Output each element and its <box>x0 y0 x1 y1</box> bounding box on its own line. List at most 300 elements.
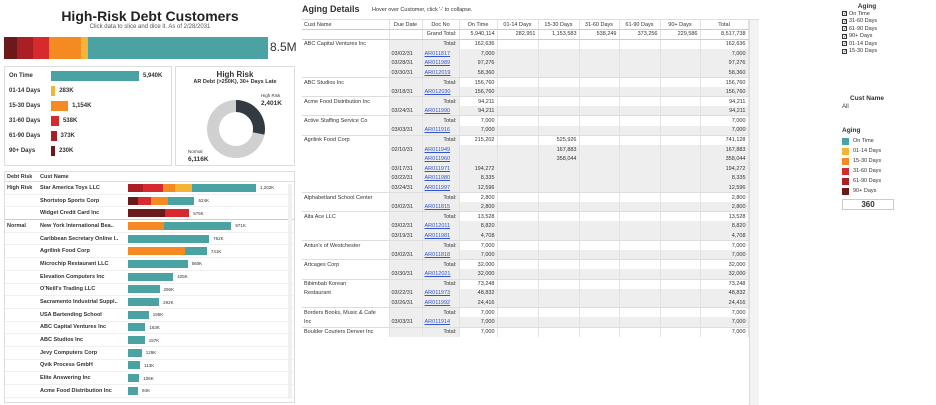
customer-name[interactable]: Acme Food Distribution Inc <box>40 387 112 394</box>
aging-row[interactable] <box>5 113 171 128</box>
customer-name[interactable]: O'Neill's Trading LLC <box>40 286 96 293</box>
doc-cell[interactable] <box>422 183 459 193</box>
amount-cell <box>497 97 538 107</box>
legend-swatch <box>842 148 849 155</box>
doc-cell[interactable] <box>422 298 459 308</box>
column-header: Due Date <box>389 20 422 30</box>
due-date-cell: 03/22/31 <box>389 289 422 299</box>
customer-bar-segment[interactable] <box>128 184 143 192</box>
grand-total-row[interactable] <box>302 30 748 40</box>
cust-filter-value[interactable]: All <box>842 104 849 110</box>
customer-bar-segment[interactable] <box>128 260 188 268</box>
customer-bar-value: 762K <box>213 236 224 242</box>
customer-row[interactable] <box>5 271 294 284</box>
aging-filter-option[interactable] <box>842 25 932 33</box>
doc-cell[interactable] <box>422 58 459 68</box>
amount-cell: 215,202 <box>459 135 497 145</box>
filter-option-label: 01-14 Days <box>849 40 878 47</box>
aging-filter-option[interactable] <box>842 18 932 26</box>
invoice-row[interactable] <box>302 68 748 78</box>
amount-cell: 7,000 <box>459 241 497 251</box>
customer-bar[interactable] <box>128 260 188 268</box>
customer-bar[interactable] <box>128 336 145 344</box>
customer-total-row[interactable] <box>302 39 748 49</box>
stack-seg-on-time[interactable] <box>88 37 268 59</box>
invoice-row[interactable] <box>302 174 748 184</box>
customer-bar-segment[interactable] <box>128 361 140 369</box>
customer-row[interactable] <box>5 372 294 385</box>
amount-cell <box>579 298 619 308</box>
amount-cell: 94,211 <box>459 106 497 116</box>
customer-bar[interactable] <box>128 273 173 281</box>
customer-bar-segment[interactable] <box>128 209 165 217</box>
subtotal-label: Total: <box>422 78 459 88</box>
doc-cell[interactable] <box>422 221 459 231</box>
customer-cell: Bibimbab Korean <box>302 279 389 289</box>
doc-link[interactable]: AR011992 <box>424 299 451 306</box>
invoice-row[interactable] <box>302 183 748 193</box>
column-header: Doc No <box>422 20 459 30</box>
checkbox-icon[interactable]: ✓ <box>843 26 848 33</box>
doc-cell[interactable] <box>422 68 459 78</box>
aging-bar[interactable] <box>51 146 55 156</box>
amount-cell: 8,820 <box>700 221 748 231</box>
customer-bar[interactable] <box>128 311 149 319</box>
amount-cell <box>497 231 538 241</box>
amount-cell: 32,000 <box>700 260 748 270</box>
customer-total-row[interactable] <box>302 78 748 88</box>
amount-cell <box>538 116 579 126</box>
customer-total-row[interactable] <box>302 212 748 222</box>
doc-link[interactable]: AR011818 <box>424 251 451 258</box>
amount-cell <box>579 68 619 78</box>
invoice-row[interactable] <box>302 269 748 279</box>
amount-cell <box>579 241 619 251</box>
customer-row[interactable] <box>5 245 294 258</box>
doc-cell[interactable] <box>422 49 459 59</box>
customer-bar-segment[interactable] <box>168 197 195 205</box>
doc-link[interactable]: AR011989 <box>424 60 451 67</box>
amount-cell: 7,000 <box>700 317 748 327</box>
customer-total-row[interactable] <box>302 135 748 145</box>
doc-cell[interactable] <box>422 231 459 241</box>
invoice-row[interactable] <box>302 298 748 308</box>
due-date-cell: 03/28/31 <box>389 58 422 68</box>
aging-filter-option[interactable] <box>842 10 932 18</box>
customer-row[interactable] <box>5 385 294 398</box>
customer-bar-segment[interactable] <box>128 374 139 382</box>
amount-cell: 7,000 <box>459 49 497 59</box>
stack-seg-31-60[interactable] <box>33 37 49 59</box>
customer-name[interactable]: New York International Bea.. <box>40 222 114 229</box>
amount-cell <box>579 106 619 116</box>
customer-bar[interactable] <box>128 197 194 205</box>
customer-bar[interactable] <box>128 184 256 192</box>
doc-link[interactable]: AR011916 <box>424 127 451 134</box>
customer-name[interactable]: Elite Answering Inc <box>40 375 91 382</box>
invoice-row[interactable] <box>302 49 748 59</box>
amount-cell: 7,000 <box>459 116 497 126</box>
legend-item[interactable] <box>842 156 932 166</box>
customer-row[interactable] <box>5 322 294 335</box>
doc-cell[interactable] <box>422 87 459 97</box>
amount-cell <box>619 327 660 337</box>
customer-bar[interactable] <box>128 298 159 306</box>
customer-total-row[interactable] <box>302 193 748 203</box>
doc-link[interactable]: AR011997 <box>424 184 451 191</box>
invoice-row[interactable] <box>302 58 748 68</box>
column-header: 61-90 Days <box>619 20 660 30</box>
customer-name[interactable]: Agrilink Food Corp <box>40 248 90 255</box>
customer-row[interactable] <box>5 309 294 322</box>
stack-seg-01-14[interactable] <box>81 37 89 59</box>
legend-label: 31-60 Days <box>853 168 882 174</box>
filter-option-label: 15-30 Days <box>849 48 878 55</box>
doc-cell[interactable] <box>422 317 459 327</box>
customer-cell: Agrilink Food Corp <box>302 135 389 145</box>
amount-cell <box>538 241 579 251</box>
subtotal-label: Total: <box>422 279 459 289</box>
customer-bar-segment[interactable] <box>165 209 189 217</box>
invoice-row[interactable] <box>302 250 748 260</box>
customer-cell: Borders Books, Music & Cafe <box>302 308 389 318</box>
customer-row[interactable] <box>5 296 294 309</box>
total-aging-stacked-bar[interactable] <box>4 37 268 59</box>
customer-cell: ABC Studios Inc <box>302 78 389 88</box>
doc-cell[interactable] <box>422 145 459 155</box>
customer-bar-value: 1,202K <box>260 185 275 191</box>
amount-cell <box>497 154 538 164</box>
legend-item[interactable] <box>842 176 932 186</box>
customer-bar[interactable] <box>128 323 145 331</box>
amount-cell <box>497 308 538 318</box>
customer-row[interactable] <box>5 182 294 195</box>
doc-link[interactable]: AR011990 <box>424 107 451 114</box>
amount-cell: 13,528 <box>700 212 748 222</box>
amount-cell: 94,211 <box>700 97 748 107</box>
customer-bar-segment[interactable] <box>128 298 159 306</box>
customer-name[interactable]: Widget Credit Card Inc <box>40 210 100 217</box>
customer-total-row[interactable] <box>302 116 748 126</box>
customer-bar-segment[interactable] <box>128 235 209 243</box>
due-date-cell <box>389 154 422 164</box>
due-date-cell <box>389 212 422 222</box>
due-date-cell: 02/10/31 <box>389 145 422 155</box>
aging-bar[interactable] <box>51 131 57 141</box>
amount-cell <box>579 145 619 155</box>
customer-bar[interactable] <box>128 285 160 293</box>
aging-bar[interactable] <box>51 86 55 96</box>
aging-row-label: 15-30 Days <box>9 102 41 109</box>
customer-bar-segment[interactable] <box>192 184 256 192</box>
doc-cell[interactable] <box>422 106 459 116</box>
amount-cell <box>660 289 700 299</box>
aging-row[interactable] <box>5 68 171 83</box>
amount-cell: 97,276 <box>700 58 748 68</box>
customer-bar[interactable] <box>128 235 209 243</box>
high-risk-title: High Risk <box>216 70 254 79</box>
customer-row[interactable] <box>5 220 294 233</box>
invoice-row[interactable] <box>302 202 748 212</box>
customer-row[interactable] <box>5 347 294 360</box>
customer-row[interactable] <box>5 334 294 347</box>
checkbox-icon[interactable]: ✓ <box>843 41 848 48</box>
customer-bar[interactable] <box>128 247 207 255</box>
invoice-row[interactable] <box>302 145 748 155</box>
legend-label: On Time <box>853 138 874 144</box>
due-date-cell <box>389 116 422 126</box>
doc-cell[interactable] <box>422 154 459 164</box>
invoice-row[interactable] <box>302 106 748 116</box>
aging-bar[interactable] <box>51 71 139 81</box>
amount-cell: 741,128 <box>700 135 748 145</box>
legend-item[interactable] <box>842 146 932 156</box>
customer-bar-segment[interactable] <box>128 349 142 357</box>
stack-seg-90plus[interactable] <box>4 37 17 59</box>
amount-cell <box>619 68 660 78</box>
customer-name[interactable]: Caribbean Secretary Online I.. <box>40 235 119 242</box>
amount-cell <box>538 174 579 184</box>
amount-cell <box>497 116 538 126</box>
aging-filter-option[interactable] <box>842 33 932 41</box>
amount-cell <box>497 327 538 337</box>
customer-cell: Alphabetland School Center <box>302 193 389 203</box>
due-date-cell <box>389 135 422 145</box>
details-scrollbar[interactable] <box>749 20 759 405</box>
customer-bar-segment[interactable] <box>185 247 207 255</box>
checkbox-icon[interactable]: ✓ <box>843 48 848 55</box>
list-scrollbar[interactable] <box>288 184 292 399</box>
customer-total-row[interactable] <box>302 260 748 270</box>
stack-seg-61-90[interactable] <box>17 37 33 59</box>
aging-bar[interactable] <box>51 116 59 126</box>
due-date-cell: 03/30/31 <box>389 269 422 279</box>
invoice-row[interactable] <box>302 87 748 97</box>
customer-bar[interactable] <box>128 374 139 382</box>
due-date-cell: 03/24/31 <box>389 106 422 116</box>
customer-bar-segment[interactable] <box>128 323 145 331</box>
aging-summary-panel <box>4 66 172 166</box>
amount-cell: 167,883 <box>700 145 748 155</box>
customer-cell <box>302 164 389 174</box>
customer-name[interactable]: Shortstop Sports Corp <box>40 197 100 204</box>
amount-cell <box>497 126 538 136</box>
customer-bar-segment[interactable] <box>128 222 164 230</box>
amount-cell <box>619 231 660 241</box>
invoice-row[interactable] <box>302 154 748 164</box>
amount-cell <box>497 164 538 174</box>
customer-bar[interactable] <box>128 222 231 230</box>
customer-name[interactable]: Microchip Restaurant LLC <box>40 260 109 267</box>
customer-row[interactable] <box>5 207 294 220</box>
amount-cell: 7,000 <box>459 327 497 337</box>
customer-total-row[interactable] <box>302 327 748 337</box>
amount-cell <box>579 269 619 279</box>
customer-bar-segment[interactable] <box>164 222 231 230</box>
checkbox-icon[interactable]: ✓ <box>843 18 848 25</box>
customer-bar-segment[interactable] <box>128 247 185 255</box>
doc-cell[interactable] <box>422 202 459 212</box>
doc-link[interactable]: AR012030 <box>424 88 451 95</box>
amount-cell: 7,000 <box>700 241 748 251</box>
customer-bar[interactable] <box>128 349 142 357</box>
amount-cell: 525,926 <box>538 135 579 145</box>
doc-link[interactable]: AR011980 <box>424 175 451 182</box>
dashboard-title: High-Risk Debt Customers <box>61 8 239 24</box>
invoice-row[interactable] <box>302 231 748 241</box>
amount-cell <box>579 289 619 299</box>
amount-cell <box>579 116 619 126</box>
doc-link[interactable]: AR011960 <box>424 156 451 163</box>
customer-total-row[interactable] <box>302 308 748 318</box>
amount-cell: 32,000 <box>459 260 497 270</box>
customer-name[interactable]: Star America Toys LLC <box>40 184 100 191</box>
amount-cell: 12,596 <box>700 183 748 193</box>
table-header[interactable] <box>302 20 748 30</box>
customer-bar-segment[interactable] <box>128 311 149 319</box>
legend-item[interactable] <box>842 136 932 146</box>
aging-bar-value: 5,940K <box>143 72 163 79</box>
customer-row[interactable] <box>5 284 294 297</box>
customer-cell <box>302 68 389 78</box>
doc-cell[interactable] <box>422 289 459 299</box>
amount-cell <box>579 221 619 231</box>
invoice-row[interactable] <box>302 164 748 174</box>
due-date-cell <box>389 39 422 49</box>
customer-bar-segment[interactable] <box>163 184 176 192</box>
aging-filter-option[interactable] <box>842 40 932 48</box>
customer-bar-segment[interactable] <box>128 387 138 395</box>
doc-link[interactable]: AR011914 <box>424 318 451 325</box>
doc-link[interactable]: AR012021 <box>424 270 451 277</box>
customer-bar-value: 106K <box>143 375 154 381</box>
amount-cell: 2,800 <box>700 202 748 212</box>
doc-cell[interactable] <box>422 174 459 184</box>
legend-item[interactable] <box>842 166 932 176</box>
amount-cell <box>497 202 538 212</box>
invoice-row[interactable] <box>302 126 748 136</box>
customer-row[interactable] <box>5 360 294 373</box>
cust-name-filter[interactable] <box>842 95 932 110</box>
customer-bar-segment[interactable] <box>151 197 168 205</box>
checkbox-icon[interactable]: ✓ <box>843 33 848 40</box>
doc-link[interactable]: AR011971 <box>424 165 451 172</box>
amount-cell <box>538 68 579 78</box>
doc-link[interactable]: AR012011 <box>424 223 451 230</box>
amount-cell <box>497 250 538 260</box>
amount-cell <box>497 183 538 193</box>
customer-total-row[interactable] <box>302 97 748 107</box>
amount-cell <box>579 135 619 145</box>
doc-link[interactable]: AR011815 <box>424 203 451 210</box>
customer-name[interactable]: Sacramento Industrial Suppl.. <box>40 299 118 306</box>
amount-cell: 12,596 <box>459 183 497 193</box>
customer-cell <box>302 231 389 241</box>
amount-cell <box>497 145 538 155</box>
customer-name[interactable]: Jevy Computers Corp <box>40 349 98 356</box>
customer-bar-segment[interactable] <box>175 184 192 192</box>
stack-seg-15-30[interactable] <box>49 37 81 59</box>
customer-bar[interactable] <box>128 361 140 369</box>
invoice-row[interactable] <box>302 289 748 299</box>
amount-cell <box>538 260 579 270</box>
amount-cell <box>660 317 700 327</box>
amount-cell <box>619 183 660 193</box>
customer-name[interactable]: USA Bartending School <box>40 311 102 318</box>
customer-bar-segment[interactable] <box>138 197 151 205</box>
customer-bar-segment[interactable] <box>128 197 138 205</box>
amount-cell: 8,820 <box>459 221 497 231</box>
aging-bar[interactable] <box>51 101 68 111</box>
doc-cell[interactable] <box>422 126 459 136</box>
filter-option-label: 31-60 Days <box>849 18 878 25</box>
customer-cell: ABC Capital Ventures Inc <box>302 39 389 49</box>
high-risk-donut[interactable] <box>176 85 294 165</box>
customer-total-row[interactable] <box>302 279 748 289</box>
doc-link[interactable]: AR011981 <box>424 232 451 239</box>
customer-bar-segment[interactable] <box>143 184 162 192</box>
customer-bar[interactable] <box>128 387 138 395</box>
invoice-row[interactable] <box>302 221 748 231</box>
column-header: 90+ Days <box>660 20 700 30</box>
amount-cell: 73,248 <box>700 279 748 289</box>
aging-row[interactable] <box>5 143 171 158</box>
aging-row[interactable] <box>5 98 171 113</box>
aging-row[interactable] <box>5 83 171 98</box>
doc-cell[interactable] <box>422 164 459 174</box>
amount-cell <box>579 183 619 193</box>
dashboard-subtitle: Click data to slice and dice it. As of 2/28/2031 <box>89 24 211 30</box>
customer-total-row[interactable] <box>302 241 748 251</box>
customer-row[interactable] <box>5 258 294 271</box>
amount-cell <box>538 289 579 299</box>
customer-risk: Normal <box>7 222 26 229</box>
grand-total-cell: Grand Total: <box>422 30 459 40</box>
customer-bar-segment[interactable] <box>128 285 160 293</box>
customer-bar-segment[interactable] <box>128 273 173 281</box>
amount-cell <box>497 241 538 251</box>
amount-cell <box>660 39 700 49</box>
subtotal-label: Total: <box>422 241 459 251</box>
customer-name[interactable]: Elevation Computers Inc <box>40 273 105 280</box>
legend-item[interactable] <box>842 186 932 196</box>
customer-name[interactable]: ABC Studios Inc <box>40 337 84 344</box>
amount-cell <box>619 135 660 145</box>
customer-cell: Boulder Couriers Denver Inc <box>302 327 389 337</box>
doc-cell[interactable] <box>422 269 459 279</box>
customer-name[interactable]: ABC Capital Ventures Inc <box>40 324 107 331</box>
customer-cell <box>302 87 389 97</box>
aging-filter-option[interactable] <box>842 48 932 56</box>
aging-row[interactable] <box>5 128 171 143</box>
aging-row-label: 31-60 Days <box>9 117 41 124</box>
doc-cell[interactable] <box>422 250 459 260</box>
customer-row[interactable] <box>5 195 294 208</box>
customer-bar[interactable] <box>128 209 189 217</box>
doc-link[interactable]: AR011817 <box>424 50 451 57</box>
doc-link[interactable]: AR011949 <box>424 146 451 153</box>
amount-cell <box>579 250 619 260</box>
customer-name[interactable]: Qvik Process GmbH <box>40 362 93 369</box>
doc-link[interactable]: AR012019 <box>424 69 451 76</box>
doc-link[interactable]: AR011973 <box>424 290 451 297</box>
customer-bar-value: 971K <box>235 223 246 229</box>
customer-row[interactable] <box>5 233 294 246</box>
customer-bar-segment[interactable] <box>128 336 145 344</box>
invoice-row[interactable] <box>302 317 748 327</box>
checkbox-icon[interactable]: ✓ <box>843 11 848 18</box>
grand-total-cell <box>389 30 422 40</box>
